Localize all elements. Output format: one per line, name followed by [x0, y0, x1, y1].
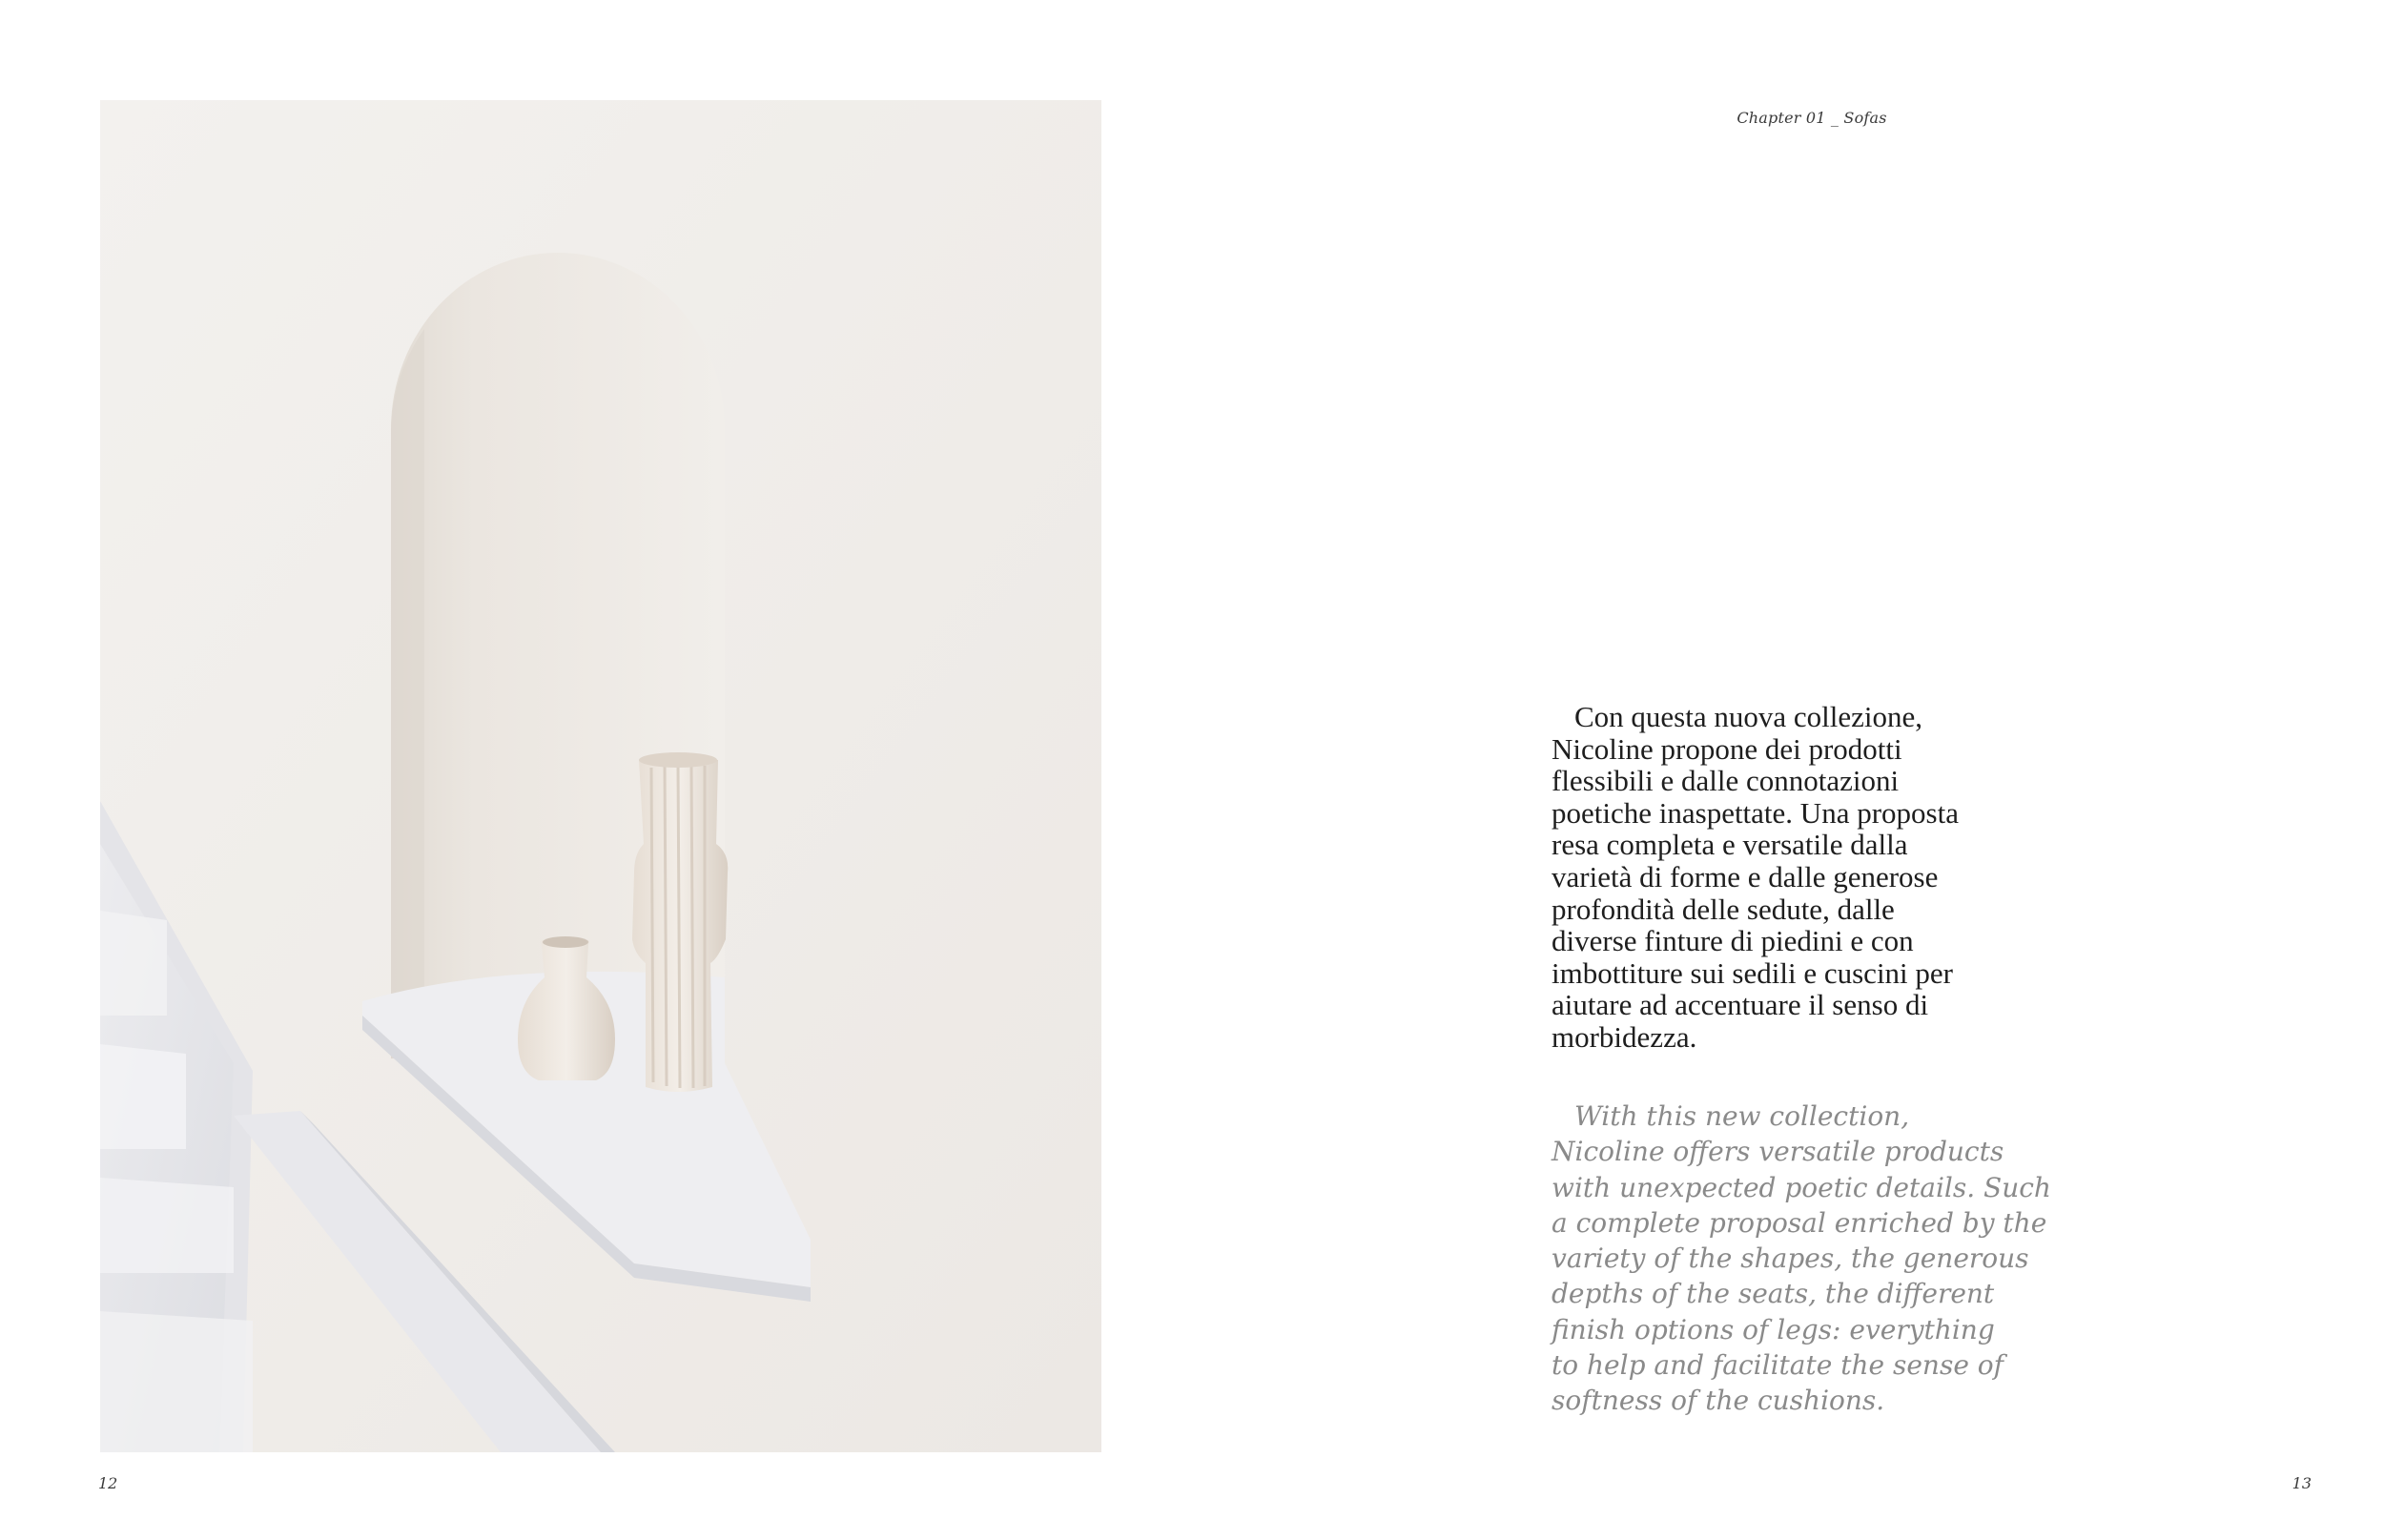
text-line: resa completa e versatile dalla — [1552, 828, 1908, 862]
text-line: to help and facilitate the sense of — [1552, 1349, 2004, 1382]
text-line: with unexpected poetic details. Such — [1552, 1171, 2051, 1203]
page-number-left: 12 — [98, 1474, 118, 1492]
text-line: Nicoline offers versatile products — [1552, 1136, 2004, 1168]
text-line: a complete proposal enriched by the — [1552, 1206, 2047, 1239]
page-number-right: 13 — [2292, 1474, 2312, 1492]
stair-step — [100, 911, 167, 1016]
text-line: Nicoline propone dei prodotti — [1552, 731, 1902, 766]
text-line: morbidezza. — [1552, 1019, 1697, 1054]
text-line: finish options of legs: everything — [1552, 1313, 1995, 1345]
text-line: imbottiture sui sedili e cuscini per — [1552, 955, 1953, 990]
text-line: poetiche inaspettate. Una proposta — [1552, 795, 1959, 830]
text-line: depths of the seats, the different — [1552, 1278, 1995, 1310]
stair-step — [100, 1311, 253, 1452]
stair-step — [100, 1178, 234, 1273]
text-line: profondità delle sedute, dalle — [1552, 892, 1895, 926]
interior-photo-arched-niche-with-vases — [100, 100, 1101, 1452]
text-line: Con questa nuova collezione, — [1574, 700, 1923, 733]
text-line: With this new collection, — [1574, 1100, 1910, 1132]
small-vase-mouth — [543, 936, 588, 948]
stair-step — [100, 1044, 186, 1149]
text-line: flessibili e dalle connotazioni — [1552, 764, 1900, 798]
niche-shadow — [391, 329, 424, 1058]
text-line: softness of the cushions. — [1552, 1385, 1885, 1417]
text-line: diverse finture di piedini e con — [1552, 924, 1914, 958]
running-head: Chapter 01 _ Sofas — [1737, 109, 1887, 127]
tall-vase-mouth — [639, 752, 717, 768]
text-line: variety of the shapes, the generous — [1552, 1242, 2029, 1275]
english-body-text — [1552, 1099, 2086, 1419]
italian-body-text — [1552, 701, 2086, 1054]
text-line: aiutare ad accentuare il senso di — [1552, 988, 1929, 1022]
text-line: varietà di forme e dalle generose — [1552, 859, 1939, 893]
photo-illustration — [100, 100, 1101, 1452]
